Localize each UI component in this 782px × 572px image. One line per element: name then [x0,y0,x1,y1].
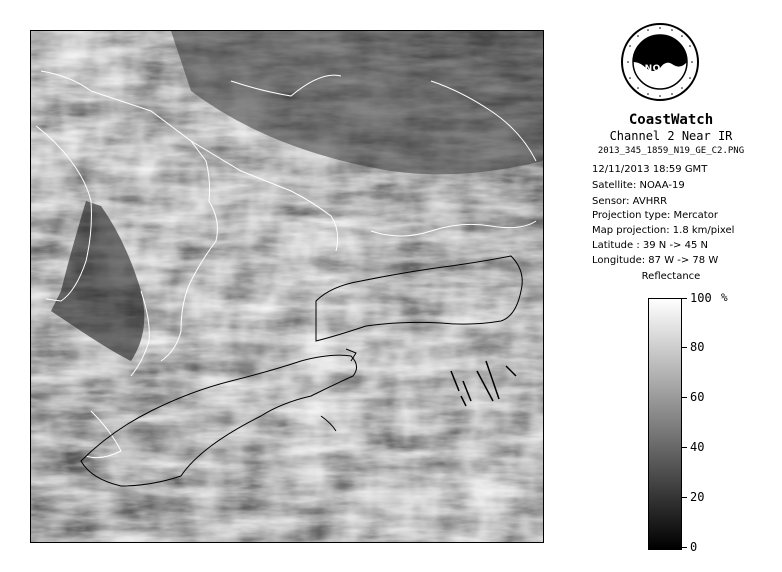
colorbar-tick [681,447,687,448]
sensor: Sensor: AVHRR [592,196,668,207]
colorbar-tick-label: 80 [690,340,705,354]
satellite: Satellite: NOAA-19 [592,180,685,191]
colorbar-tick-label: 60 [690,390,705,404]
colorbar-tick [681,547,687,548]
colorbar-unit: % [721,291,728,304]
colorbar [648,298,682,550]
colorbar-label: Reflectance [641,271,701,282]
channel-name: Channel 2 Near IR [609,129,733,143]
colorbar-tick [681,397,687,398]
noaa-logo [620,22,700,102]
latitude-range: Latitude : 39 N -> 45 N [592,240,708,251]
longitude-range: Longitude: 87 W -> 78 W [592,255,719,266]
datetime: 12/11/2013 18:59 GMT [592,164,708,175]
colorbar-tick [681,497,687,498]
file-name: 2013_345_1859_N19_GE_C2.PNG [597,146,745,156]
colorbar-tick [681,347,687,348]
colorbar-tick-label: 40 [690,440,705,454]
colorbar-tick-label: 0 [690,540,698,554]
satellite-image [30,30,544,543]
colorbar-tick-label: 20 [690,490,705,504]
map-projection: Map projection: 1.8 km/pixel [592,225,735,236]
product-title: CoastWatch [628,112,714,128]
logo-wordmark: NOAA [644,64,676,74]
colorbar-tick-label: 100 [690,291,712,305]
satellite-imagery-svg [31,31,543,542]
colorbar-tick [681,298,687,299]
projection-type: Projection type: Mercator [592,210,718,221]
